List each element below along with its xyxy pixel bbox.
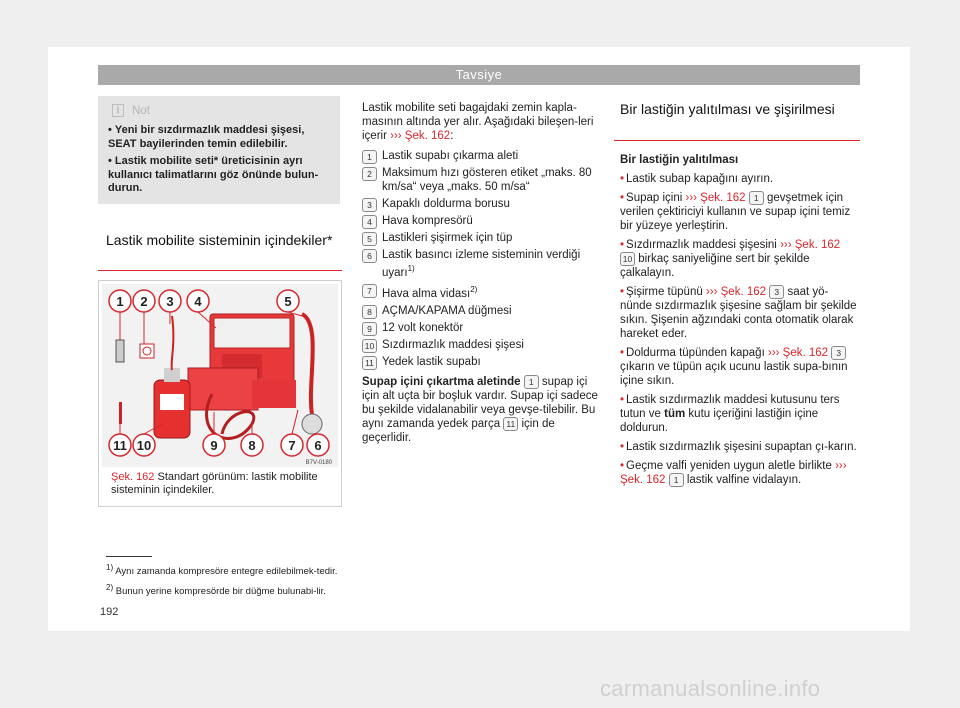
components-column (362, 101, 602, 451)
step: • Lastik subap kapağını ayırın. (620, 173, 774, 185)
component-list (362, 149, 602, 369)
figure-162 (98, 280, 342, 507)
figure-code: B7V-0180 (305, 460, 332, 466)
subheading: Bir lastiğin yalıtılması (620, 154, 739, 166)
watermark: carmanualsonline.info (600, 676, 821, 701)
list-item: 10 Sızdırmazlık maddesi şişesi (362, 338, 602, 352)
list-item: 8 AÇMA/KAPAMA düğmesi (362, 304, 602, 318)
kit-illustration (102, 284, 338, 467)
callout-3: 3 (166, 294, 174, 309)
figure-link[interactable]: ››› Şek. 162 (390, 130, 451, 142)
list-item: 4 Hava kompresörü (362, 214, 602, 228)
list-item: • Yeni bir sızdırmazlık maddesi şişesi, SEAT bayilerinden temin edilebilir. (108, 124, 305, 150)
step: • Geçme valfi yeniden uygun aletle birlikte ››› Şek. 162 1 lastik valfine vidalayın. (620, 460, 847, 486)
list-item: 5 Lastikleri şişirmek için tüp (362, 231, 602, 245)
list-item: 3 Kapaklı doldurma borusu (362, 197, 602, 211)
note-box (98, 96, 340, 204)
footnote-rule (106, 556, 152, 557)
list-item: • Lastik mobilite seti* üreticisinin ayrı kullanıcı talimatlarını göz önünde bulun-durun. (108, 155, 319, 194)
list-item: 2 Maksimum hızı gösteren etiket „maks. 80 km/sa“ veya „maks. 50 m/sa“ (362, 166, 602, 194)
list-item: 7 Hava alma vidası$^{2)}$ (362, 283, 602, 301)
step: • Şişirme tüpünü ››› Şek. 162 3 saat yö-nünde sızdırmazlık şişesine sağlam bir şekilde sıkın. Şişenin ağzındaki conta otomatik olarak hareket eder. (620, 286, 857, 340)
step: • Lastik sızdırmazlık şişesini supaptan çı-karın. (620, 441, 857, 453)
callout-10: 10 (136, 438, 152, 453)
info-icon: i (112, 104, 124, 117)
page-header: Tavsiye (98, 65, 860, 85)
valve-tool-paragraph: Supap içini çıkartma aletinde 1 supap içi için alt uçta bir boşluk vardır. Supap içi sadece bu şekilde vidalanabilir veya gevşe-tilebilir. Bu aynı zamanda yedek parça 11 için de geçerlidir. (362, 375, 598, 444)
step: • Supap içini ››› Şek. 162 1 gevşetmek için verilen çektiriciyi kullanın ve supap içini temiz bir yüzeye yerleştirin. (620, 192, 851, 232)
list-item: 1 Lastik supabı çıkarma aleti (362, 149, 602, 163)
note-heading: i Not (112, 104, 150, 117)
callout-5: 5 (284, 294, 292, 309)
callout-1: 1 (116, 294, 124, 309)
section-title: Lastik mobilite sisteminin içindekiler* (106, 232, 333, 248)
callout-9: 9 (210, 438, 218, 453)
footnote-2: $^{2)}$ Bunun yerine kompresörde bir düğme bulunabi-lir. (106, 583, 326, 598)
page-number: 192 (100, 606, 119, 618)
footnote-1: $^{1)}$ Aynı zamanda kompresöre entegre edilebilmek-tedir. (106, 563, 338, 578)
list-item: 6 Lastik basıncı izleme sisteminin verdiği uyarı$^{1)}$ (362, 248, 602, 280)
step: • Sızdırmazlık maddesi şişesini ››› Şek. 162 10 birkaç saniyeliğine sert bir şekilde çalkalayın. (620, 239, 841, 279)
section-rule (98, 270, 342, 271)
section-rule (614, 140, 860, 141)
note-list (108, 124, 334, 200)
callout-7: 7 (288, 438, 296, 453)
callout-2: 2 (140, 294, 148, 309)
intro-paragraph: Lastik mobilite seti bagajdaki zemin kapla-masının altında yer alır. Aşağıdaki bileşen-leri içerir ››› Şek. 162: (362, 102, 594, 142)
section-title-sealing: Bir lastiğin yalıtılması ve şişirilmesi (620, 101, 835, 117)
callout-11: 11 (113, 438, 127, 453)
callout-6: 6 (314, 438, 322, 453)
step: • Doldurma tüpünden kapağı ››› Şek. 162 3 çıkarın ve tüpün açık ucunu lastik supa-bının içine sıkın. (620, 347, 848, 387)
list-item: 9 12 volt konektör (362, 321, 602, 335)
footnotes (106, 562, 342, 602)
figure-caption: Şek. 162 Standart görünüm: lastik mobilite sisteminin içindekiler. (111, 471, 318, 496)
callout-4: 4 (194, 294, 202, 309)
callout-8: 8 (248, 438, 256, 453)
sealing-column (620, 153, 858, 492)
list-item: 11 Yedek lastik supabı (362, 355, 602, 369)
step: • Lastik sızdırmazlık maddesi kutusunu ters tutun ve tüm kutu içeriğini lastiğin içine doldurun. (620, 394, 840, 434)
